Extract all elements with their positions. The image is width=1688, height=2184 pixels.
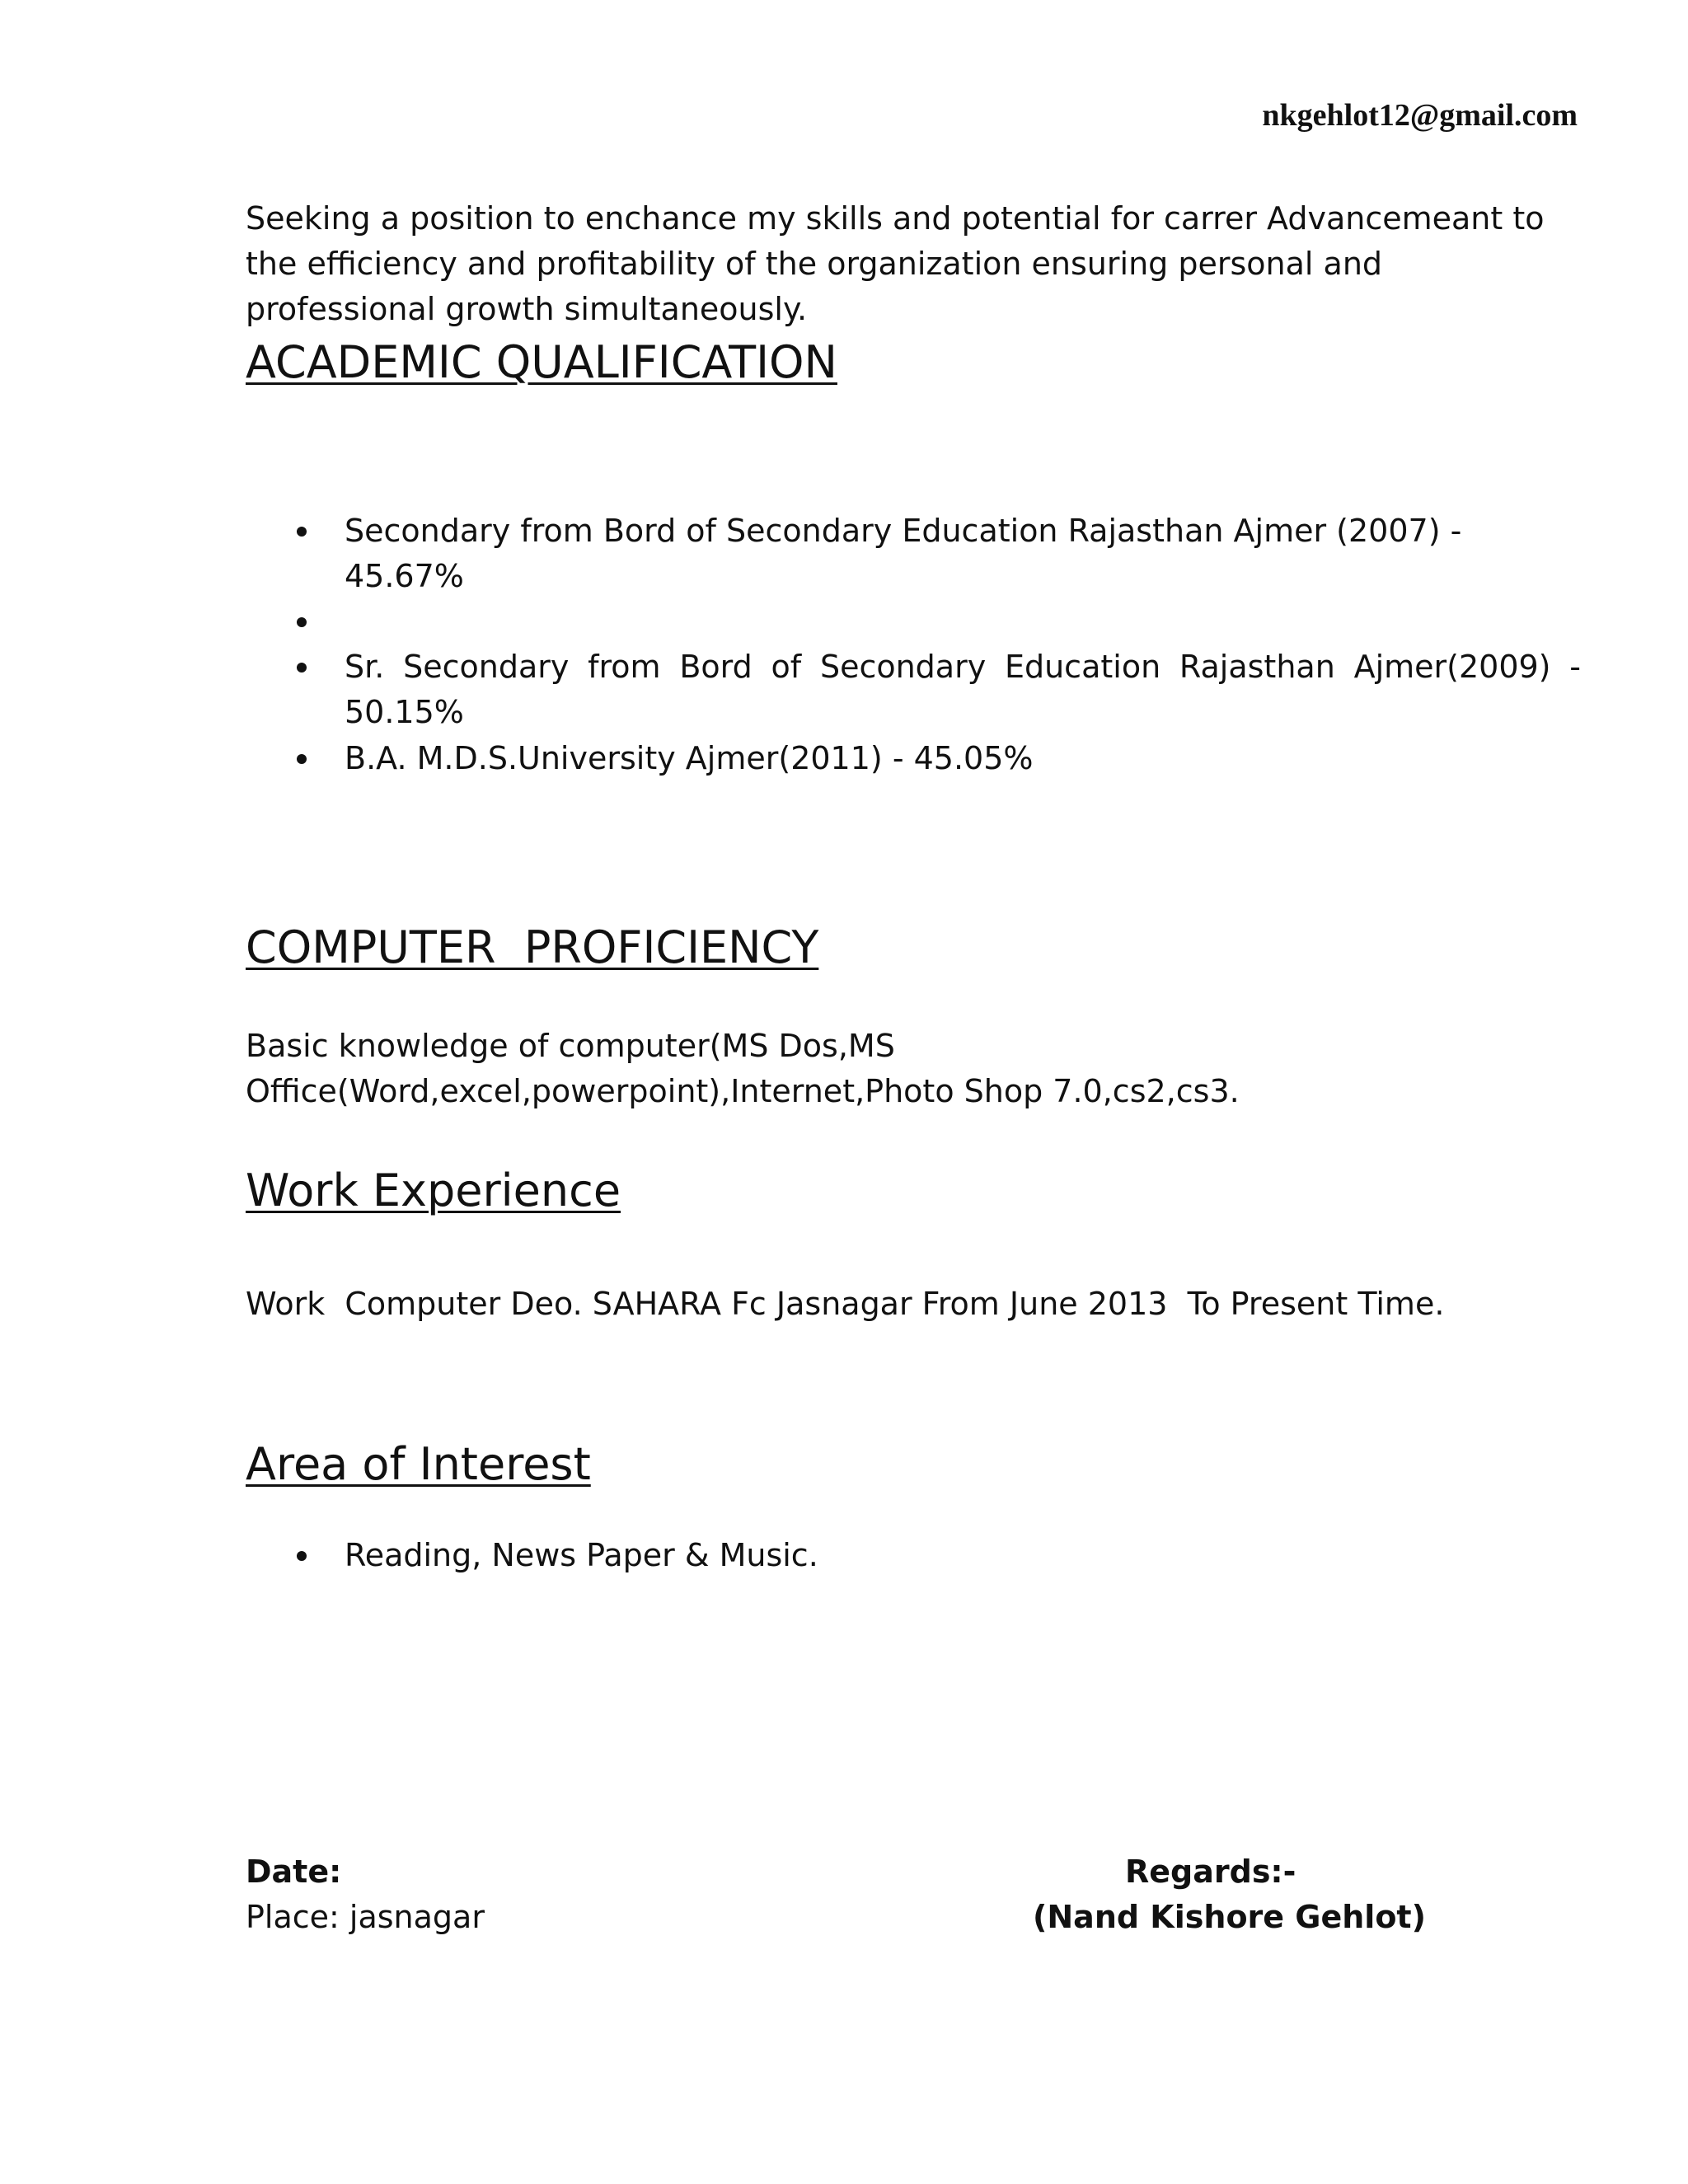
interest-list (246, 1533, 1581, 1578)
place-label: Place: jasnagar (246, 1899, 485, 1935)
list-item: B.A. M.D.S.University Ajmer(2011) - 45.05% (246, 736, 1581, 781)
area-of-interest-heading: Area of Interest (246, 1438, 591, 1490)
computer-proficiency-heading: COMPUTER PROFICIENCY (246, 921, 819, 973)
academic-list-continued (246, 736, 1581, 781)
email-address: nkgehlot12@gmail.com (1262, 98, 1578, 133)
list-item (246, 599, 1581, 644)
academic-qualification-heading: ACADEMIC QUALIFICATION (246, 336, 837, 388)
regards-label: Regards:- (1125, 1854, 1296, 1890)
list-item (246, 644, 1581, 735)
work-experience-heading: Work Experience (246, 1165, 621, 1216)
computer-text-line-2: Office(Word,excel,powerpoint),Internet,Photo Shop 7.0,cs2,cs3. (246, 1073, 1240, 1109)
list-item-line: Sr. Secondary from Bord of Secondary Education Rajasthan Ajmer(2009) - (345, 649, 1581, 685)
list-item-line: 50.15% (345, 694, 464, 730)
computer-text-line-1: Basic knowledge of computer(MS Dos,MS (246, 1028, 895, 1064)
date-label: Date: (246, 1854, 342, 1890)
objective-paragraph: Seeking a position to enchance my skills and potential for carrer Advancemeant to the efficiency and profitability of the organization ensuring personal and professional growth simultaneously. (246, 200, 1545, 327)
academic-list (246, 509, 1581, 735)
list-item: Secondary from Bord of Secondary Education Rajasthan Ajmer (2007) - 45.67% (246, 509, 1581, 599)
work-experience-text: Work Computer Deo. SAHARA Fc Jasnagar From June 2013 To Present Time. (246, 1286, 1445, 1322)
signature-name: (Nand Kishore Gehlot) (1033, 1899, 1426, 1935)
list-item: Reading, News Paper & Music. (246, 1533, 1581, 1578)
